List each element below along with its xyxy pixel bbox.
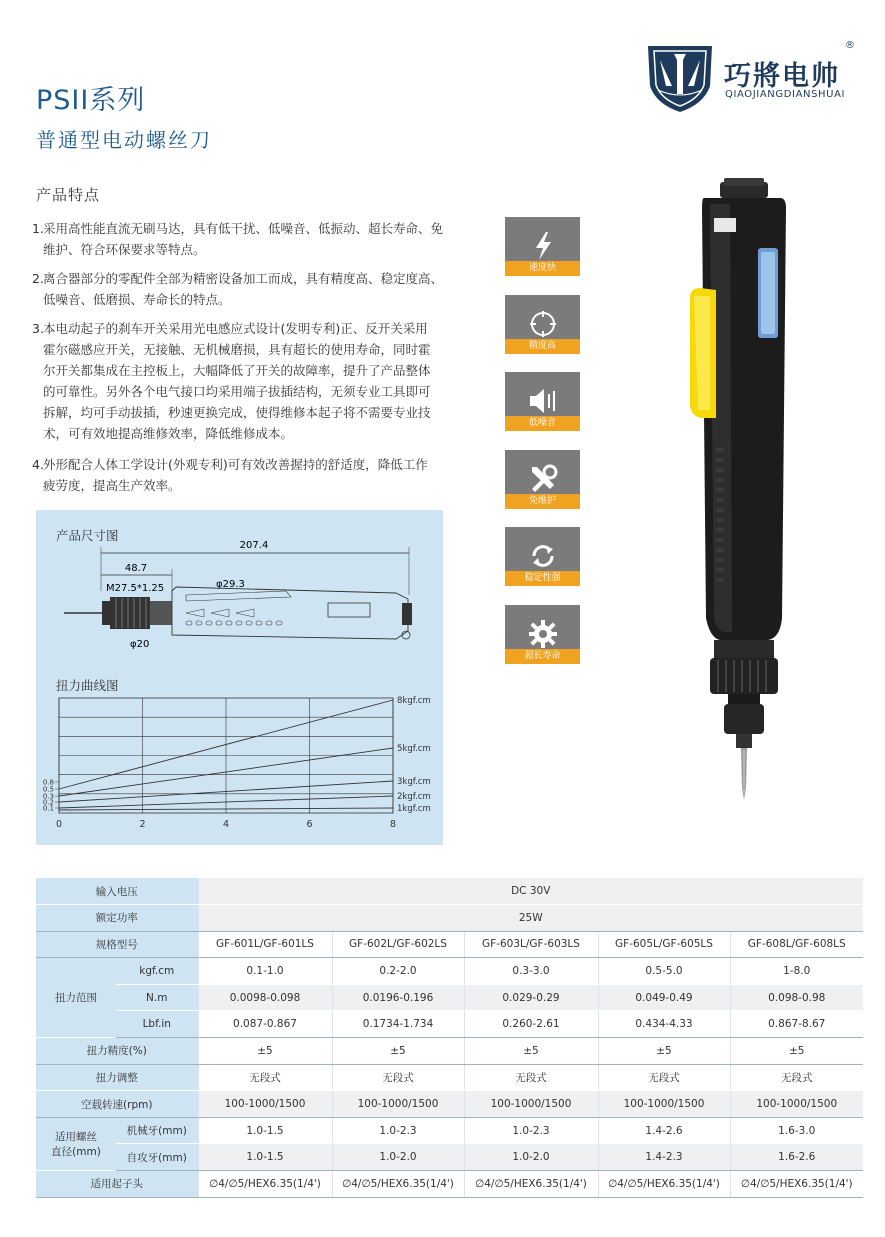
torque-kgf-cell: 0.1-1.0 (198, 958, 332, 985)
torque-range-label: 扭力范围 (36, 958, 116, 1038)
series-title: PSII系列 (36, 85, 146, 116)
feature-tile-label: 精度高 (505, 339, 580, 354)
speed-cell: 100-1000/1500 (464, 1091, 598, 1118)
feature-line: 维护、符合环保要求等特点。 (43, 242, 206, 257)
screw-dia-label-line: 适用螺丝 (55, 1130, 97, 1143)
feature-number: 3. (32, 321, 44, 336)
table-row (36, 1117, 863, 1144)
accuracy-label: 扭力精度(%) (36, 1038, 198, 1065)
feature-line: 的可靠性。另外各个电气接口均采用端子拔插结构，无须专业工具即可 (43, 384, 431, 399)
adjust-cell: 无段式 (598, 1064, 730, 1091)
feature-item (32, 454, 460, 496)
feature-line: 拆解，均可手动拔插，秒速更换完成，使得维修本起子将不需要专业技 (43, 405, 431, 420)
bit-cell: ∅4/∅5/HEX6.35(1/4') (730, 1171, 863, 1198)
feature-number: 4. (32, 457, 44, 472)
torque-kgf-cell: 0.2-2.0 (332, 958, 464, 985)
feature-tile-label: 稳定性强 (505, 571, 580, 586)
adjust-cell: 无段式 (730, 1064, 863, 1091)
thread-label: M27.5*1.25 (106, 583, 165, 594)
machine-thread-cell: 1.0-1.5 (198, 1117, 332, 1144)
torque-nm-cell: 0.0098-0.098 (198, 984, 332, 1011)
machine-thread-cell: 1.0-2.3 (332, 1117, 464, 1144)
adjust-cell: 无段式 (332, 1064, 464, 1091)
torque-nm-cell: 0.049-0.49 (598, 984, 730, 1011)
table-row (36, 958, 863, 985)
voltage-label: 输入电压 (36, 878, 198, 905)
unit-label: Lbf.in (116, 1011, 198, 1038)
logo-name: 巧將电帅 (724, 61, 840, 92)
self-tapping-cell: 1.0-2.0 (464, 1144, 598, 1171)
speed-cell: 100-1000/1500 (198, 1091, 332, 1118)
y-tick-label: 0.8 (42, 778, 54, 787)
power-value: 25W (198, 905, 863, 932)
table-row (36, 984, 863, 1011)
feature-tile-label: 低噪音 (505, 416, 580, 431)
x-tick-label: 2 (139, 819, 146, 830)
torque-chart (36, 688, 443, 838)
machine-thread-cell: 1.4-2.6 (598, 1117, 730, 1144)
table-row (36, 1011, 863, 1038)
feature-line: 霍尔磁感应开关，无接触、无机械磨损，具有超长的使用寿命，同时霍 (43, 342, 431, 357)
self-tapping-cell: 1.4-2.3 (598, 1144, 730, 1171)
torque-nm-cell: 0.029-0.29 (464, 984, 598, 1011)
adjust-label: 扭力调整 (36, 1064, 198, 1091)
series-label: 3kgf.cm (397, 777, 431, 787)
front-length-label: 48.7 (124, 563, 148, 574)
speaker-icon (527, 385, 559, 417)
accuracy-cell: ±5 (332, 1038, 464, 1065)
voltage-value: DC 30V (198, 878, 863, 905)
total-length-label: 207.4 (239, 540, 269, 551)
dimension-drawing (36, 535, 443, 660)
table-row (36, 905, 863, 932)
feature-line: 低噪音、低磨损、寿命长的特点。 (43, 292, 231, 307)
bit-cell: ∅4/∅5/HEX6.35(1/4') (198, 1171, 332, 1198)
accuracy-cell: ±5 (598, 1038, 730, 1065)
unit-label: N.m (116, 984, 198, 1011)
screw-dia-label-line: 直径(mm) (51, 1145, 101, 1158)
torque-kgf-cell: 0.3-3.0 (464, 958, 598, 985)
table-row (36, 1144, 863, 1171)
feature-line: 术，可有效地提高维修效率，降低维修成本。 (43, 426, 294, 441)
nose-dia-label: φ20 (130, 639, 150, 650)
feature-item (32, 318, 460, 444)
speed-label: 空载转速(rpm) (36, 1091, 198, 1118)
accuracy-cell: ±5 (730, 1038, 863, 1065)
speed-cell: 100-1000/1500 (730, 1091, 863, 1118)
lightning-icon (527, 230, 559, 262)
speed-cell: 100-1000/1500 (598, 1091, 730, 1118)
x-tick-label: 4 (222, 819, 230, 830)
table-row (36, 878, 863, 905)
torque-lbf-cell: 0.260-2.61 (464, 1011, 598, 1038)
model-cell: GF-601L/GF-601LS (198, 931, 332, 958)
features-title: 产品特点 (36, 186, 101, 204)
torque-nm-cell: 0.0196-0.196 (332, 984, 464, 1011)
torque-kgf-cell: 1-8.0 (730, 958, 863, 985)
table-row (36, 1091, 863, 1118)
self-tapping-cell: 1.6-2.6 (730, 1144, 863, 1171)
x-tick-label: 0 (55, 819, 63, 830)
y-tick-label: 0.2 (42, 798, 54, 807)
torque-lbf-cell: 0.434-4.33 (598, 1011, 730, 1038)
speed-cell: 100-1000/1500 (332, 1091, 464, 1118)
spec-table (36, 878, 863, 1198)
tools-icon (527, 463, 559, 495)
model-cell: GF-603L/GF-603LS (464, 931, 598, 958)
machine-thread-cell: 1.6-3.0 (730, 1117, 863, 1144)
y-tick-label: 0.5 (42, 785, 54, 794)
bit-cell: ∅4/∅5/HEX6.35(1/4') (332, 1171, 464, 1198)
series-label: 8kgf.cm (397, 696, 431, 706)
body-dia-label: φ29.3 (216, 579, 245, 590)
torque-lbf-cell: 0.1734-1.734 (332, 1011, 464, 1038)
torque-kgf-cell: 0.5-5.0 (598, 958, 730, 985)
model-label: 规格型号 (36, 931, 198, 958)
machine-thread-label: 机械牙(mm) (116, 1117, 198, 1144)
series-label: 1kgf.cm (397, 804, 431, 814)
accuracy-cell: ±5 (464, 1038, 598, 1065)
feature-number: 2. (32, 271, 44, 286)
torque-chart-title: 扭力曲线图 (56, 678, 119, 693)
machine-thread-cell: 1.0-2.3 (464, 1117, 598, 1144)
self-tapping-cell: 1.0-1.5 (198, 1144, 332, 1171)
y-tick-label: 0.3 (42, 792, 54, 801)
series-label: 2kgf.cm (397, 792, 431, 802)
shield-logo-icon (644, 40, 716, 116)
screw-dia-label (36, 1117, 116, 1170)
screwdriver-product-image (680, 178, 810, 803)
x-tick-label: 6 (306, 819, 313, 830)
feature-line: 外形配合人体工学设计(外观专利)可有效改善握持的舒适度，降低工作 (43, 457, 428, 472)
series-subtitle: 普通型电动螺丝刀 (36, 128, 212, 152)
model-cell: GF-602L/GF-602LS (332, 931, 464, 958)
gear-icon (527, 618, 559, 650)
feature-tile-label: 免维护 (505, 494, 580, 509)
feature-line: 离合器部分的零配件全部为精密设备加工而成，具有精度高、稳定度高、 (43, 271, 444, 286)
feature-line: 疲劳度，提高生产效率。 (43, 478, 181, 493)
feature-line: 采用高性能直流无刷马达，具有低干扰、低噪音、低振动、超长寿命、免 (43, 221, 444, 236)
model-cell: GF-605L/GF-605LS (598, 931, 730, 958)
series-label: 5kgf.cm (397, 744, 431, 754)
bit-cell: ∅4/∅5/HEX6.35(1/4') (598, 1171, 730, 1198)
torque-lbf-cell: 0.087-0.867 (198, 1011, 332, 1038)
feature-line: 本电动起子的刹车开关采用光电感应式设计(发明专利)正、反开关采用 (43, 321, 428, 336)
cycle-icon (527, 540, 559, 572)
table-row (36, 931, 863, 958)
self-tapping-label: 自攻牙(mm) (116, 1144, 198, 1171)
model-cell: GF-608L/GF-608LS (730, 931, 863, 958)
torque-lbf-cell: 0.867-8.67 (730, 1011, 863, 1038)
logo-english: QIAOJIANGDIANSHUAI (725, 89, 846, 100)
power-label: 额定功率 (36, 905, 198, 932)
unit-label: kgf.cm (116, 958, 198, 985)
feature-line: 尔开关都集成在主控板上，大幅降低了开关的故障率，提升了产品整体 (43, 363, 431, 378)
table-row (36, 1038, 863, 1065)
self-tapping-cell: 1.0-2.0 (332, 1144, 464, 1171)
feature-item (32, 218, 460, 260)
feature-item (32, 268, 460, 310)
table-row (36, 1171, 863, 1198)
dimension-title: 产品尺寸图 (56, 528, 119, 543)
accuracy-cell: ±5 (198, 1038, 332, 1065)
feature-tile-label: 超长寿命 (505, 649, 580, 664)
table-row (36, 1064, 863, 1091)
feature-number: 1. (32, 221, 44, 236)
torque-nm-cell: 0.098-0.98 (730, 984, 863, 1011)
adjust-cell: 无段式 (464, 1064, 598, 1091)
registered-mark: ® (845, 40, 855, 51)
bit-label: 适用起子头 (36, 1171, 198, 1198)
feature-tile-label: 速度快 (505, 261, 580, 276)
bit-cell: ∅4/∅5/HEX6.35(1/4') (464, 1171, 598, 1198)
target-icon (527, 308, 559, 340)
adjust-cell: 无段式 (198, 1064, 332, 1091)
y-tick-label: 0.1 (42, 804, 54, 813)
x-tick-label: 8 (389, 819, 397, 830)
